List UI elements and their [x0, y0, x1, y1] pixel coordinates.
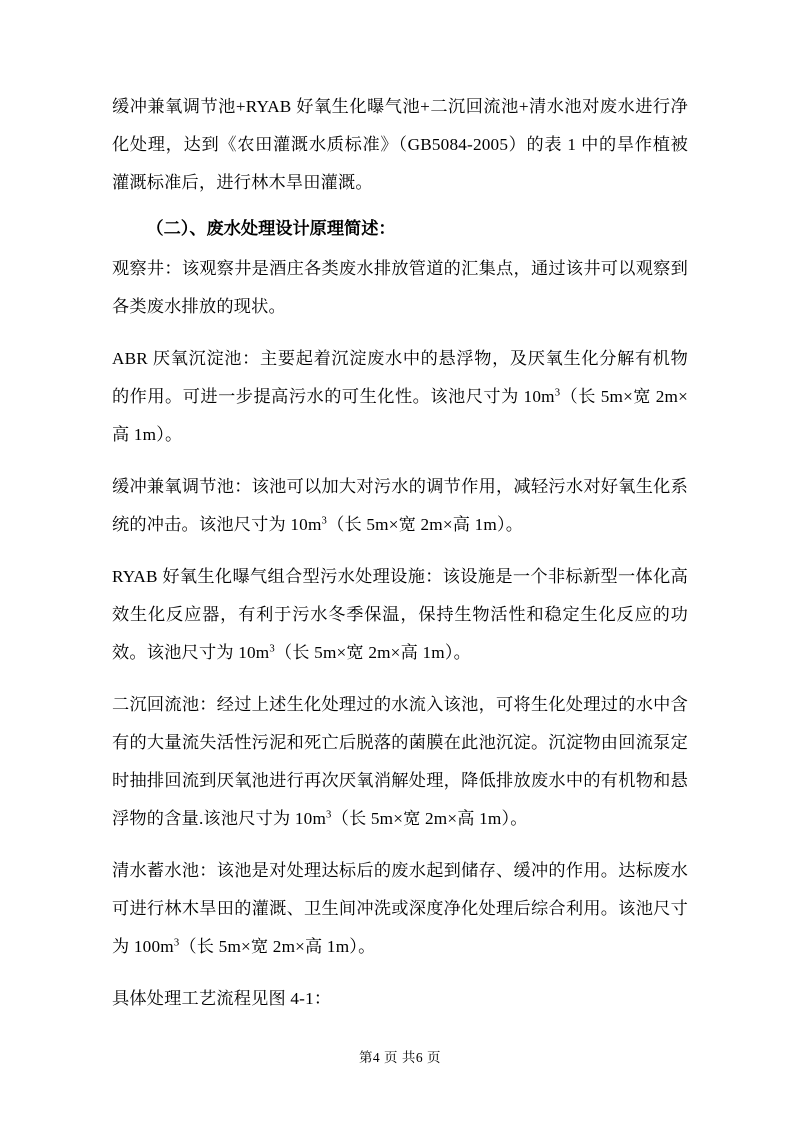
paragraph-clearwater-tank-text2: （长 5m×宽 2m×高 1m）。 [179, 937, 376, 956]
paragraph-abr-tank [112, 340, 688, 454]
section-heading: （二）、废水处理设计原理简述： [146, 219, 396, 238]
paragraph-abr-tank-superscript: 3 [554, 387, 561, 399]
paragraph-clearwater-tank-superscript: 3 [173, 937, 180, 949]
paragraph-buffer-tank-superscript: 3 [321, 515, 328, 527]
paragraph-ryab-facility [112, 558, 688, 672]
paragraph-clearwater-tank [112, 852, 688, 966]
paragraph-intro: 缓冲兼氧调节池+RYAB 好氧生化曝气池+二沉回流池+清水池对废水进行净化处理，达到《农田灌溉水质标准》（GB5084-2005）的表 1 中的旱作植被灌溉标准后，进行林木旱田灌溉。 [112, 97, 688, 192]
paragraph-abr-tank-text1: ABR 厌氧沉淀池：主要起着沉淀废水中的悬浮物，及厌氧生化分解有机物的作用。可进一步提高污水的可生化性。该池尺寸为 10m [112, 349, 688, 406]
paragraph-observation-well: 观察井：该观察井是酒庄各类废水排放管道的汇集点，通过该井可以观察到各类废水排放的现状。 [112, 259, 688, 316]
paragraph-ryab-facility-superscript: 3 [269, 643, 275, 655]
paragraph-ryab-facility-text1: RYAB 好氧生化曝气组合型污水处理设施：该设施是一个非标新型一体化高效生化反应器，有利于污水冬季保温，保持生物活性和稳定生化反应的功效。该池尺寸为 10m [112, 567, 688, 662]
paragraph-secondary-settling-tank-text2: （长 5m×宽 2m×高 1m）。 [331, 809, 528, 828]
paragraph-secondary-settling-tank-superscript: 3 [326, 809, 332, 821]
paragraph-abr-tank-text2: （长 5m×宽 2m×高 1m）。 [112, 387, 688, 444]
paragraph-process-flow-reference: 具体处理工艺流程见图 4-1： [112, 989, 332, 1008]
paragraph-secondary-settling-tank-text1: 二沉回流池：经过上述生化处理过的水流入该池，可将生化处理过的水中含有的大量流失活性污泥和死亡后脱落的菌膜在此池沉淀。沉淀物由回流泵定时抽排回流到厌氧池进行再次厌氧消解处理，降低排放废水中的有机物和悬浮物的含量.该池尺寸为 10m [112, 695, 688, 828]
paragraph-clearwater-tank-text1: 清水蓄水池：该池是对处理达标后的废水起到储存、缓冲的作用。达标废水可进行林木旱田的灌溉、卫生间冲洗或深度净化处理后综合利用。该池尺寸为 100m [112, 861, 688, 956]
paragraph-secondary-settling-tank [112, 686, 688, 838]
page-footer: 第4 页 共6 页 [358, 1050, 442, 1065]
paragraph-ryab-facility-text2: （长 5m×宽 2m×高 1m）。 [274, 643, 471, 662]
paragraph-buffer-tank [112, 468, 688, 544]
document-body [112, 88, 688, 1020]
paragraph-buffer-tank-text2: （长 5m×宽 2m×高 1m）。 [327, 515, 524, 534]
paragraph-buffer-tank-text1: 缓冲兼氧调节池：该池可以加大对污水的调节作用，减轻污水对好氧生化系统的冲击。该池尺寸为 10m [112, 477, 688, 534]
